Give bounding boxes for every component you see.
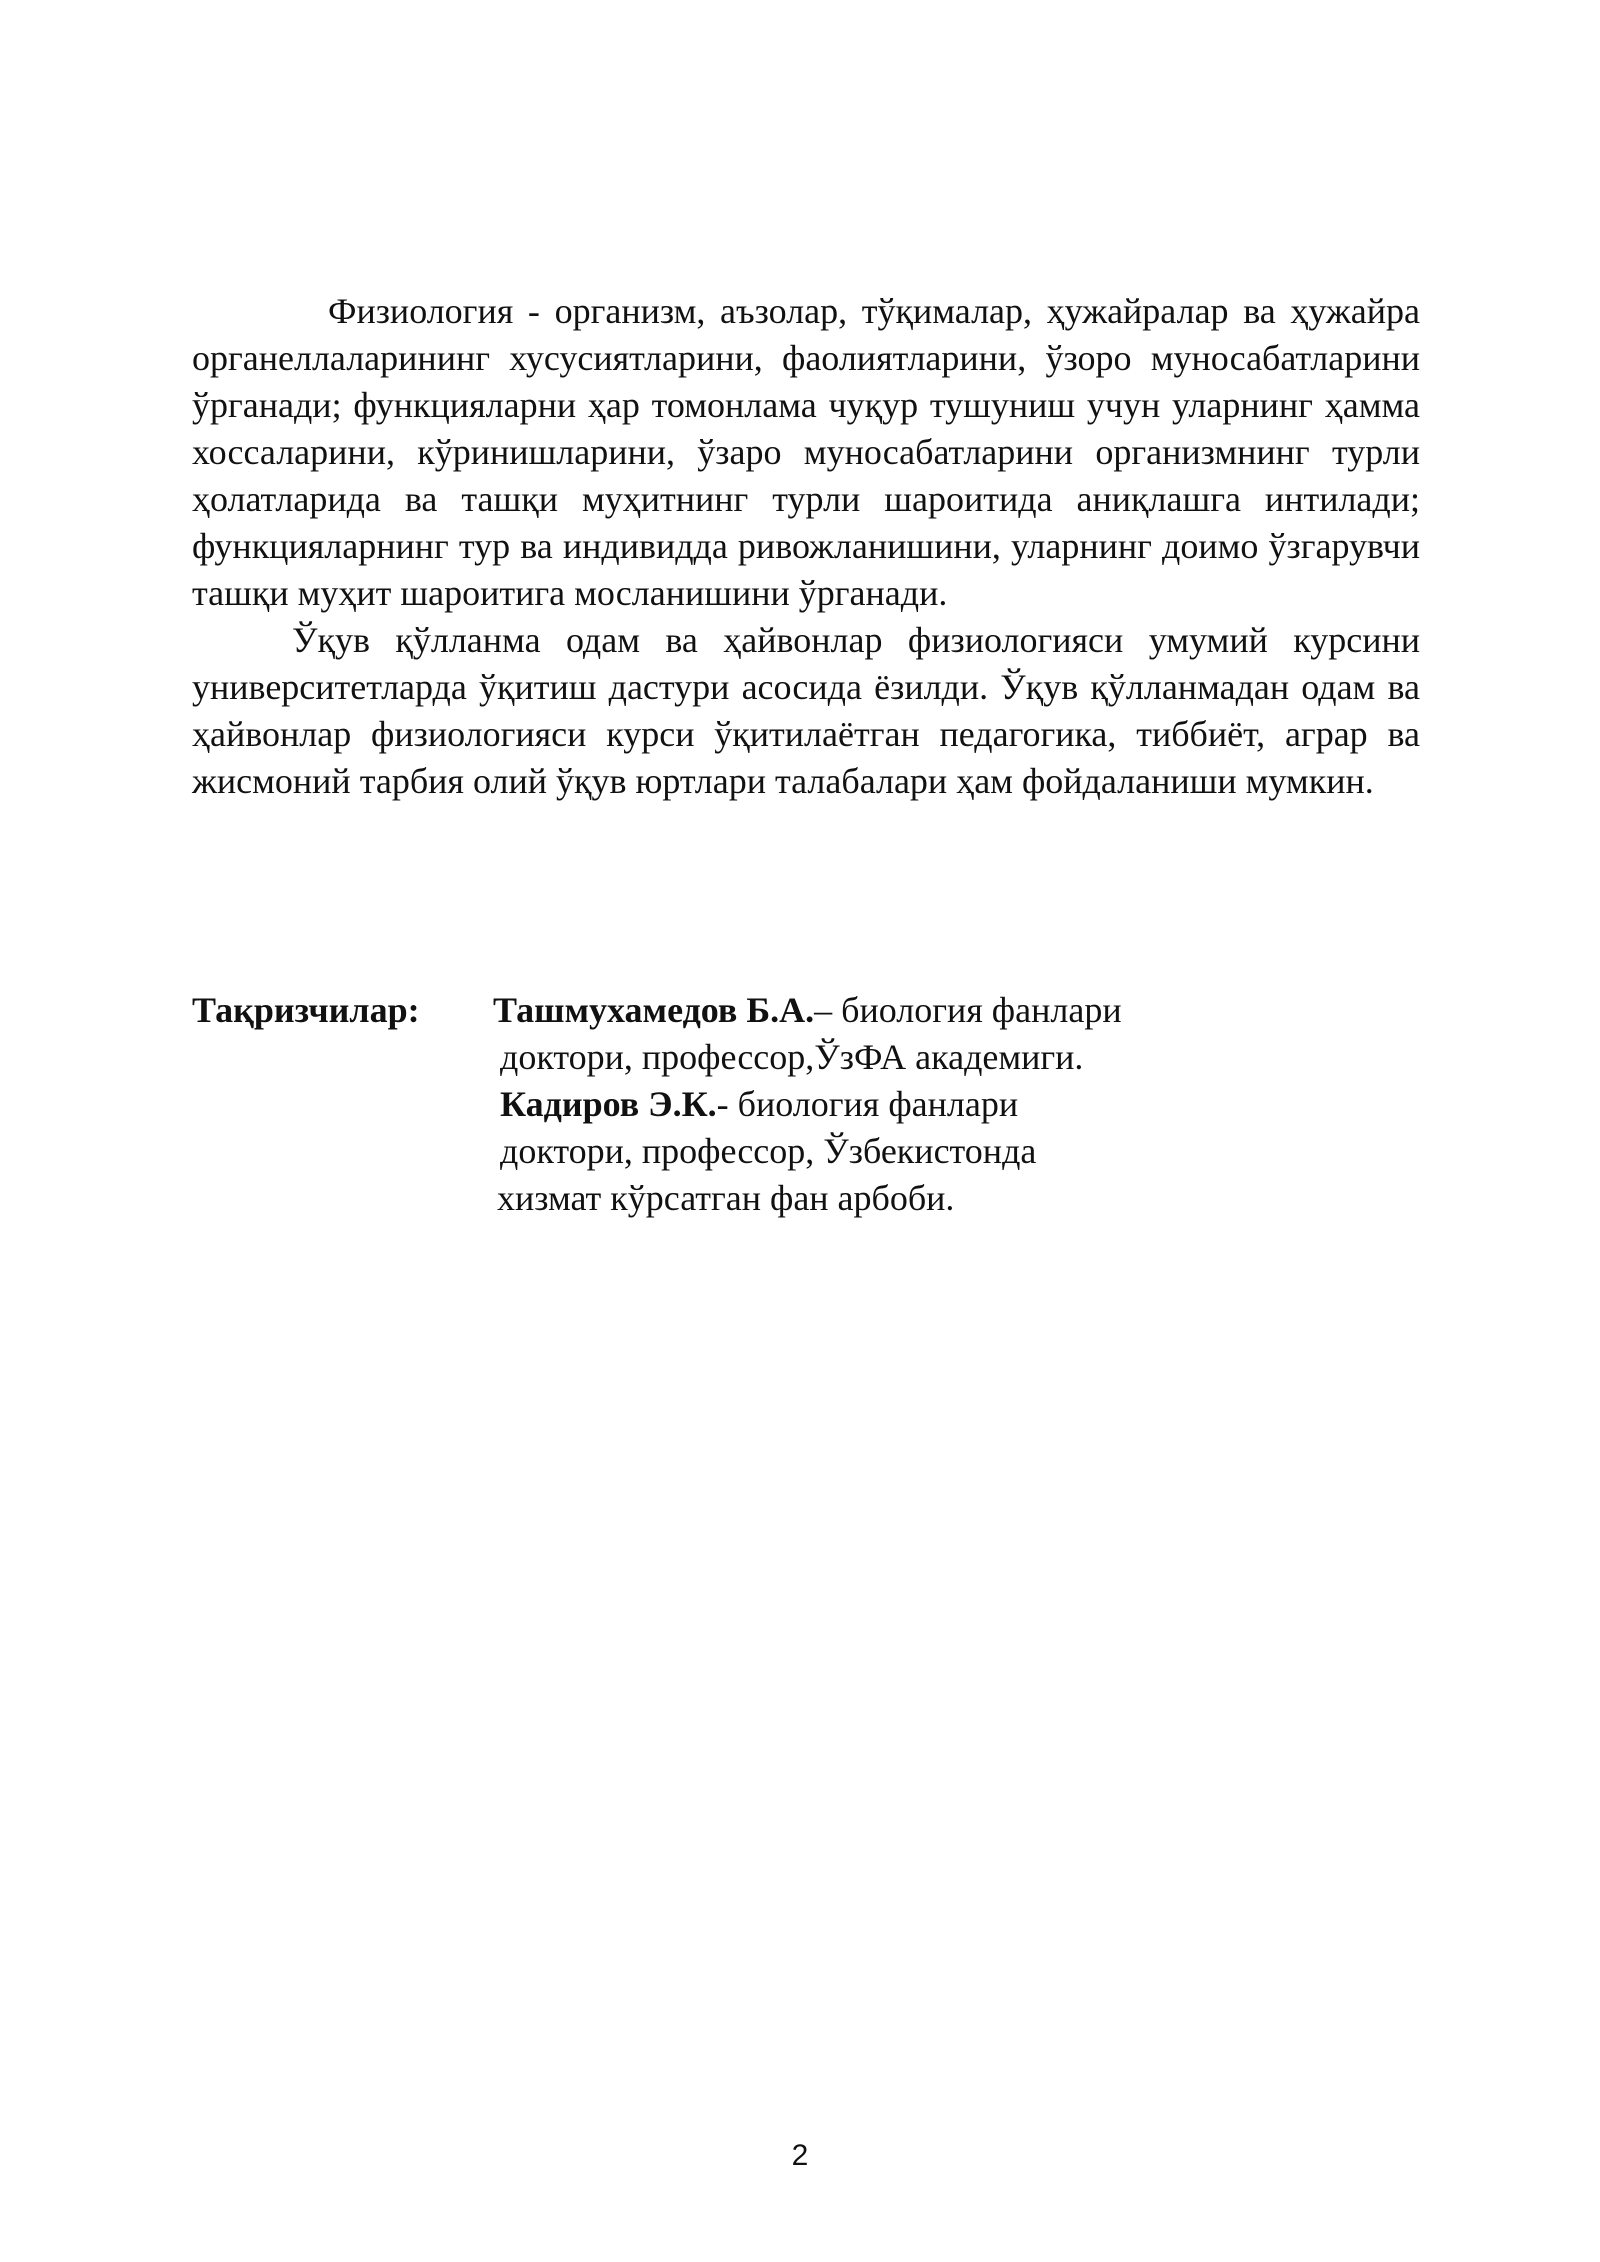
- reviewer-1-title: – биология фанлари: [814, 990, 1122, 1030]
- reviewer-2-line-1: [500, 1081, 1018, 1128]
- reviewer-1-name: Ташмухамедов Б.А.: [493, 990, 815, 1030]
- paragraph-textbook-purpose: Ўқув қўлланма одам ва ҳайвонлар физиологияси умумий курсини университетларда ўқитиш дастури асосида ёзилди. Ўқув қўлланмадан одам ва ҳайвонлар физиологияси курси ўқитилаётган педагогика, тиббиёт, аграр ва жисмоний тарбия олий ўқув юртлари талабалари ҳам фойдаланиши мумкин.: [192, 620, 1420, 801]
- reviewer-1-line-1: [493, 987, 1122, 1034]
- reviewer-1-line-2: доктори, профессор,ЎзФА академиги.: [500, 1037, 1084, 1077]
- reviewer-2-line-2: доктори, профессор, Ўзбекистонда: [500, 1131, 1037, 1171]
- reviewer-2-title: - биология фанлари: [716, 1084, 1019, 1124]
- reviewer-2-name: Кадиров Э.К.: [500, 1084, 717, 1124]
- body-text: [192, 288, 1420, 805]
- reviewers-label: Тақризчилар:: [192, 990, 420, 1030]
- paragraph-physiology-definition: Физиология - организм, аъзолар, тўқималар, ҳужайралар ва ҳужайра органеллаларининг хусусиятларини, фаолиятларини, ўзоро муносабатларини ўрганади; функцияларни ҳар томонлама чуқур тушуниш учун уларнинг ҳамма хоссаларини, кўринишларини, ўзаро муносабатларини организмнинг турли ҳолатларида ва ташқи муҳитнинг турли шароитида аниқлашга интилади; функцияларнинг тур ва индивидда ривожланишини, уларнинг доимо ўзгарувчи ташқи муҳит шароитига мосланишини ўрганади.: [192, 291, 1420, 613]
- reviewer-2-line-3: хизмат кўрсатган фан арбоби.: [497, 1178, 955, 1218]
- page-number: 2: [791, 2139, 809, 2172]
